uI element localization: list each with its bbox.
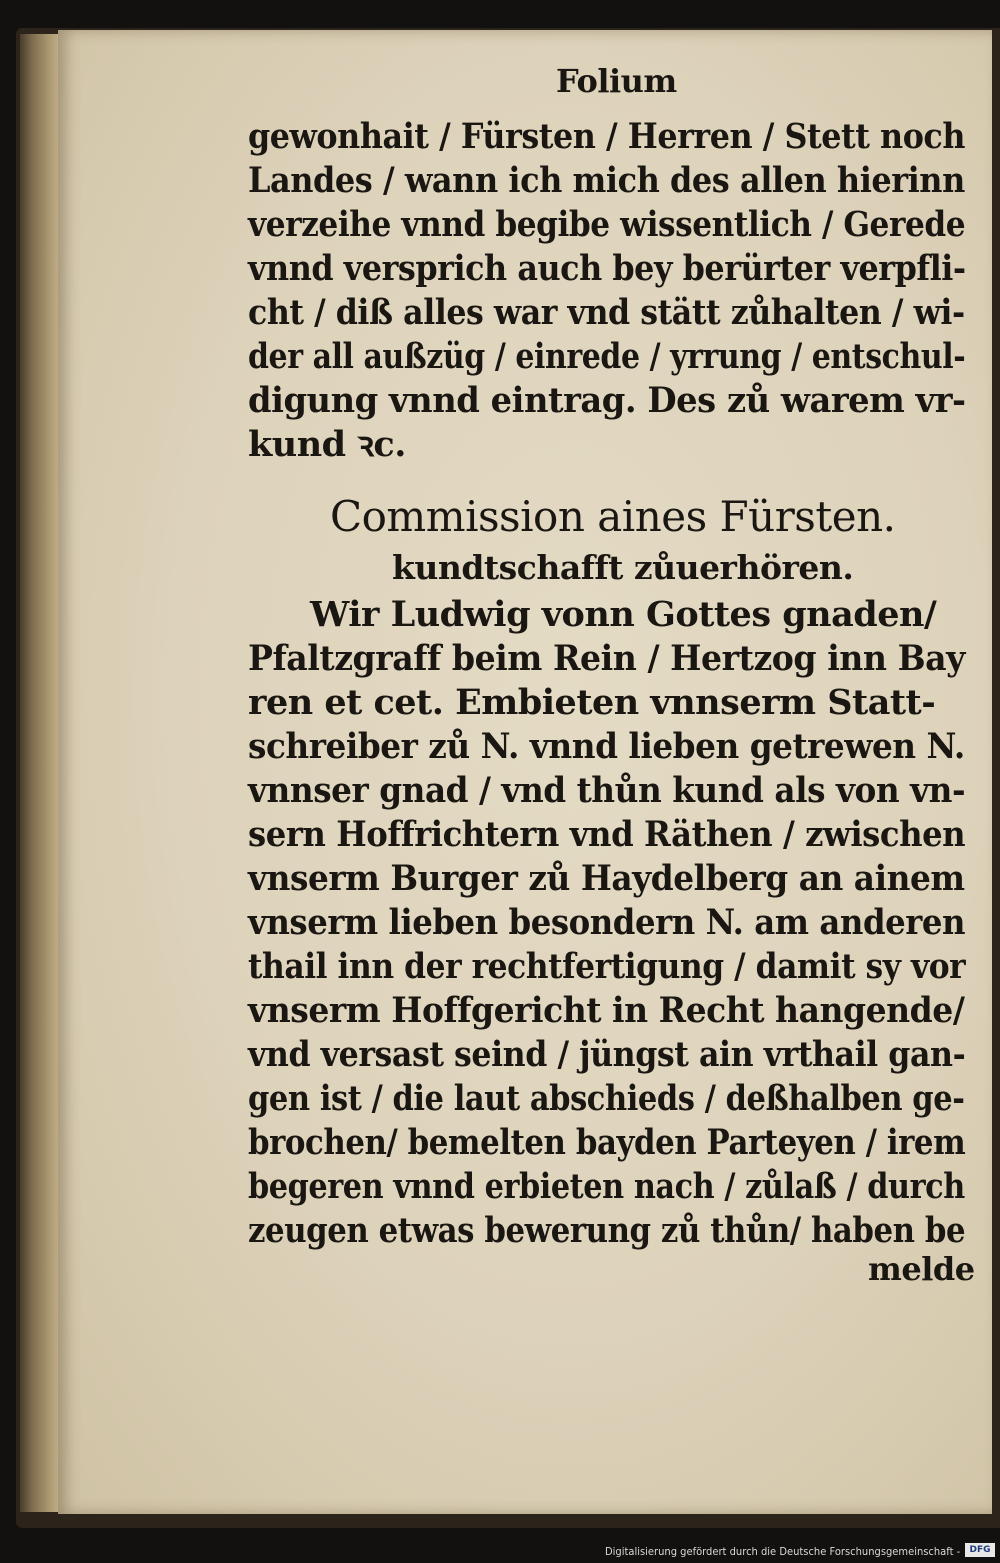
text-line: vnserm lieben besondern N. am anderen bbox=[248, 902, 966, 943]
text-line: begeren vnnd erbieten nach / zůlaß / durch bbox=[248, 1166, 965, 1207]
text-line: gen ist / die laut abschieds / deßhalben ge- bbox=[248, 1078, 965, 1119]
text-line: verzeihe vnnd begibe wissentlich / Gerede bbox=[248, 204, 966, 245]
folio-header: Folium bbox=[556, 62, 677, 100]
digitization-credit: Digitalisierung gefördert durch die Deutsche Forschungsgemeinschaft - bbox=[605, 1545, 961, 1558]
text-line: sern Hoffrichtern vnd Räthen / zwischen bbox=[248, 814, 966, 855]
text-line: gewonhait / Fürsten / Herren / Stett noch bbox=[248, 116, 965, 157]
text-line: vnnser gnad / vnd thůn kund als von vn- bbox=[248, 770, 966, 811]
text-line: vnserm Burger zů Haydelberg an ainem bbox=[248, 858, 965, 899]
text-line: digung vnnd eintrag. Des zů warem vr- bbox=[248, 380, 966, 421]
text-line: schreiber zů N. vnnd lieben getrewen N. bbox=[248, 726, 965, 767]
text-line: vnserm Hoffgericht in Recht hangende/ bbox=[248, 990, 965, 1031]
text-line: kund ꝛc. bbox=[248, 424, 406, 465]
text-line: Landes / wann ich mich des allen hierinn bbox=[248, 160, 965, 201]
page-edge-stack bbox=[20, 34, 60, 1512]
section-subheading: kundtschafft zůuerhören. bbox=[392, 548, 854, 587]
text-line: Pfaltzgraff beim Rein / Hertzog inn Bay bbox=[248, 638, 965, 679]
catchword: melde bbox=[868, 1250, 975, 1288]
text-line: der all außzüg / einrede / yrrung / entschul- bbox=[248, 336, 966, 377]
dfg-logo-icon: DFG bbox=[965, 1543, 995, 1557]
text-line: vnd versast seind / jüngst ain vrthail gan- bbox=[248, 1034, 966, 1075]
text-line: thail inn der rechtfertigung / damit sy vor bbox=[248, 946, 966, 987]
text-line: zeugen etwas bewerung zů thůn/ haben be bbox=[248, 1210, 966, 1251]
text-line: cht / diß alles war vnd stätt zůhalten / wi- bbox=[248, 292, 965, 333]
text-line: brochen/ bemelten bayden Parteyen / irem bbox=[248, 1122, 966, 1163]
section-heading: Commission aines Fürsten. bbox=[330, 492, 896, 541]
text-line: Wir Ludwig vonn Gottes gnaden/ bbox=[310, 594, 937, 635]
text-line: vnnd versprich auch bey berürter verpfli- bbox=[248, 248, 966, 289]
text-line: ren et cet. Embieten vnnserm Statt- bbox=[248, 682, 936, 723]
